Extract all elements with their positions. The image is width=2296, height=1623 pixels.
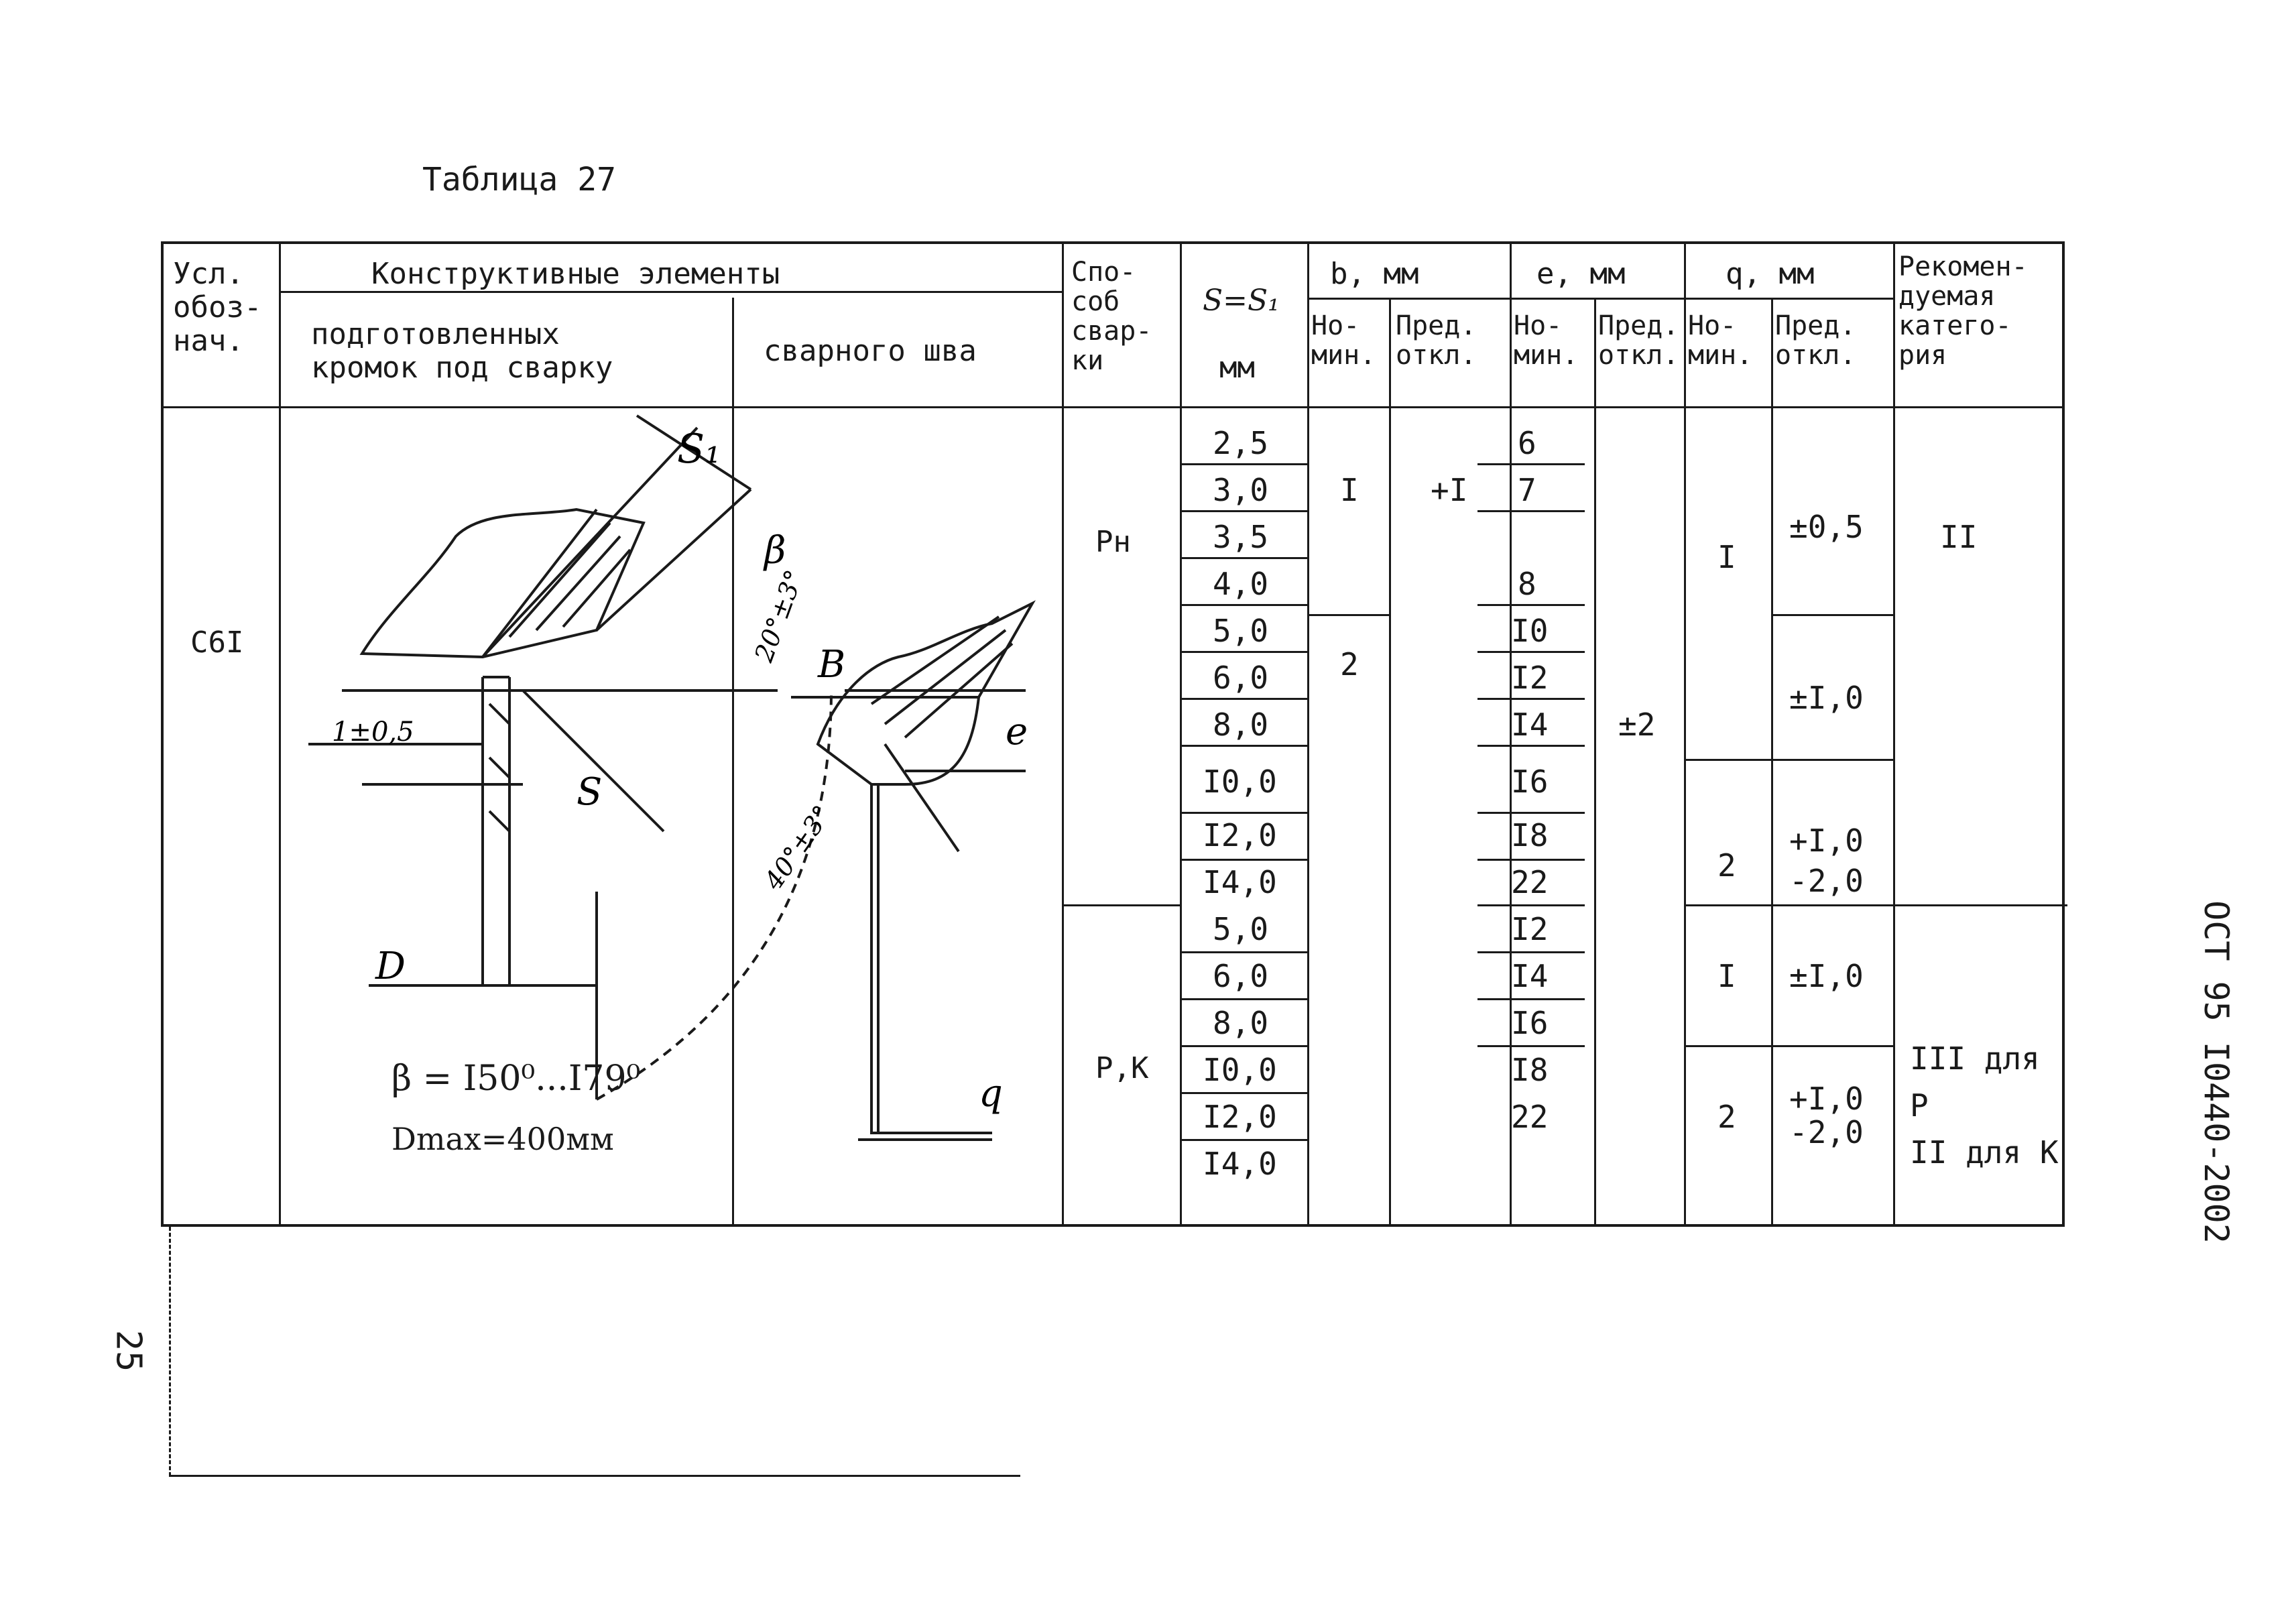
d-max: Dmax=400мм xyxy=(391,1121,614,1157)
header-b: b, мм xyxy=(1330,257,1419,291)
col-divider xyxy=(1893,244,1895,1224)
header-e: е, мм xyxy=(1536,257,1626,291)
q-dev: ±I,0 xyxy=(1789,680,1864,716)
table-title: Таблица 27 xyxy=(422,161,616,198)
b-dev: +I xyxy=(1431,472,1468,508)
s-value: 5,0 xyxy=(1213,911,1269,947)
e-nom: 22 xyxy=(1511,1099,1549,1135)
e-nom: I6 xyxy=(1511,764,1549,800)
frame-line xyxy=(169,1475,1020,1477)
s-value: I4,0 xyxy=(1203,864,1277,900)
s-value: 8,0 xyxy=(1213,707,1269,743)
e-nom: 6 xyxy=(1518,425,1536,461)
q-nom: 2 xyxy=(1717,1099,1736,1135)
e-nom: I8 xyxy=(1511,817,1549,853)
e-nom: I4 xyxy=(1511,707,1549,743)
row-divider xyxy=(1684,1045,1893,1047)
s-value: 6,0 xyxy=(1213,958,1269,994)
header-e-dev: Пред. откл. xyxy=(1598,310,1679,371)
row-divider xyxy=(1307,614,1389,616)
label-b: B xyxy=(818,643,846,686)
label-d: D xyxy=(375,945,406,988)
label-angle40: 40°±3° xyxy=(758,800,838,896)
e-nom: 8 xyxy=(1518,566,1536,602)
header-q: q, мм xyxy=(1726,257,1815,291)
s-value: 5,0 xyxy=(1213,613,1269,649)
q-dev: +I,0 -2,0 xyxy=(1789,823,1864,899)
e-dev: ±2 xyxy=(1618,707,1656,743)
col-divider xyxy=(1684,244,1686,1224)
label-q: q xyxy=(979,1072,1003,1116)
s-value: 6,0 xyxy=(1213,660,1269,696)
row-designation: С6I xyxy=(190,625,244,660)
s-value: I4,0 xyxy=(1203,1146,1277,1182)
header-q-nom: Но- мин. xyxy=(1688,310,1753,371)
s-value: 2,5 xyxy=(1213,425,1269,461)
s-value: I0,0 xyxy=(1203,1052,1277,1088)
e-nom: 22 xyxy=(1511,864,1549,900)
e-nom: I8 xyxy=(1511,1052,1549,1088)
row-divider xyxy=(1684,904,2067,906)
header-q-dev: Пред. откл. xyxy=(1775,310,1856,371)
col-divider xyxy=(1389,298,1391,1224)
col-divider xyxy=(1180,244,1182,1224)
category-rk: III для Р II для К xyxy=(1910,1040,2059,1170)
s-value: I2,0 xyxy=(1203,1099,1277,1135)
table-27 xyxy=(161,241,2065,1227)
e-nom: I2 xyxy=(1511,911,1549,947)
category-rn: II xyxy=(1940,519,1978,555)
q-dev: ±I,0 xyxy=(1789,958,1864,994)
e-nom: I2 xyxy=(1511,660,1549,696)
weld-drawing xyxy=(282,409,1059,1223)
header-s-unit: мм xyxy=(1219,351,1255,385)
page-number: 25 xyxy=(108,1329,149,1372)
label-e: e xyxy=(1006,710,1028,754)
row-divider xyxy=(1771,614,1893,616)
e-nom: I0 xyxy=(1511,613,1549,649)
q-nom: 2 xyxy=(1717,847,1736,884)
header-method: Спо- соб свар- ки xyxy=(1071,257,1152,376)
e-nom: I4 xyxy=(1511,958,1549,994)
beta-formula: β = I50⁰...I79⁰ xyxy=(391,1059,641,1099)
col-divider xyxy=(279,244,281,1224)
header-b-dev: Пред. откл. xyxy=(1396,310,1477,371)
s-value: 4,0 xyxy=(1213,566,1269,602)
label-s1: S₁ xyxy=(677,426,721,473)
q-nom: I xyxy=(1717,958,1736,994)
header-designation: Усл. обоз- нач. xyxy=(173,257,262,358)
col-divider xyxy=(1307,244,1309,1224)
e-nom: 7 xyxy=(1518,472,1536,508)
row-divider xyxy=(1062,904,1180,906)
q-dev: +I,0 -2,0 xyxy=(1789,1081,1864,1150)
method-rn: Рн xyxy=(1095,525,1131,559)
label-s: S xyxy=(577,770,603,814)
q-dev: ±0,5 xyxy=(1789,509,1864,545)
header-s: S=S₁ xyxy=(1203,284,1280,318)
b-nom: 2 xyxy=(1340,646,1359,682)
s-value: I2,0 xyxy=(1203,817,1277,853)
header-prepared-edges: подготовленных кромок под сварку xyxy=(311,317,613,385)
col-divider xyxy=(1594,298,1596,1224)
document-code: ОСТ 95 I0440-2002 xyxy=(2196,900,2236,1244)
label-angle20: 20°±3° xyxy=(749,566,810,666)
header-b-nom: Но- мин. xyxy=(1311,310,1376,371)
row-divider xyxy=(1684,759,1893,761)
row-divider xyxy=(1307,298,1893,300)
method-rk: Р,К xyxy=(1095,1051,1149,1085)
col-divider xyxy=(1771,298,1773,1224)
s-value: I0,0 xyxy=(1203,764,1277,800)
label-beta: β xyxy=(764,529,786,573)
q-nom: I xyxy=(1717,539,1736,575)
frame-line xyxy=(169,1227,171,1476)
header-divider xyxy=(164,406,2062,408)
row-divider xyxy=(279,291,1062,293)
s-value: 3,5 xyxy=(1213,519,1269,555)
s-value: 3,0 xyxy=(1213,472,1269,508)
col-divider xyxy=(1062,244,1064,1224)
header-weld-seam: сварного шва xyxy=(764,334,977,368)
b-nom: I xyxy=(1340,472,1359,508)
header-category: Рекомен- дуемая катего- рия xyxy=(1898,251,2028,371)
header-constructive: Конструктивные элементы xyxy=(371,257,780,291)
header-e-nom: Но- мин. xyxy=(1514,310,1579,371)
e-nom: I6 xyxy=(1511,1005,1549,1041)
s-value: 8,0 xyxy=(1213,1005,1269,1041)
label-gap: 1±0,5 xyxy=(332,717,414,747)
